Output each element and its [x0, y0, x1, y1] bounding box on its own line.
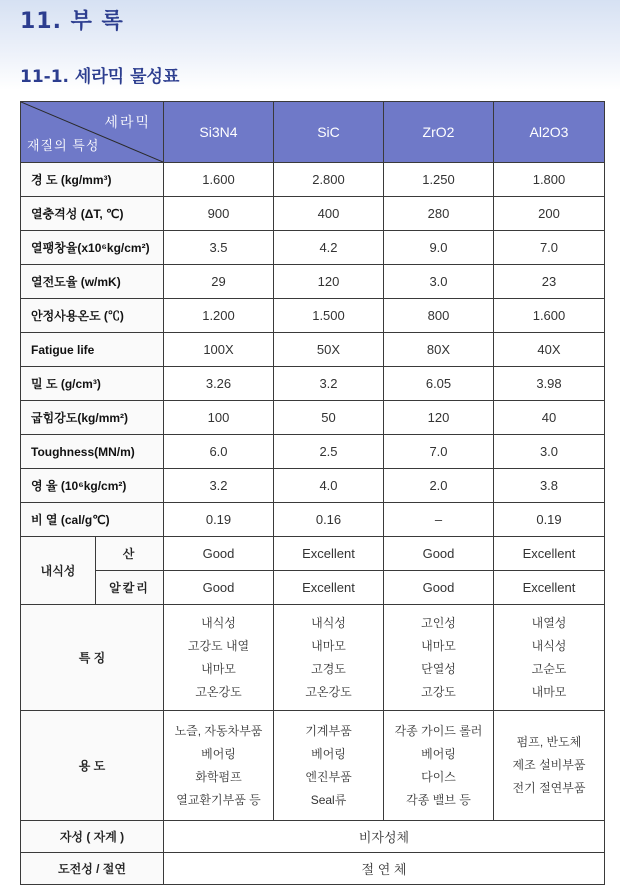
use-item: Seal류: [310, 792, 347, 807]
property-value: 3.0: [494, 435, 605, 469]
ceramic-properties-table-wrapper: [20, 101, 604, 885]
property-value: 100: [164, 401, 274, 435]
feature-item: 고온강도: [305, 684, 352, 699]
property-value: 7.0: [494, 231, 605, 265]
feature-item: 고강도 내열: [187, 638, 250, 653]
table-row: [21, 163, 605, 197]
property-label: 밀 도 (g/cm³): [21, 367, 164, 401]
property-value: 280: [384, 197, 494, 231]
feature-item: 내마모: [531, 684, 567, 699]
property-value: 800: [384, 299, 494, 333]
use-item: 화학펌프: [195, 769, 242, 784]
property-value: 1.800: [494, 163, 605, 197]
uses-cell: [494, 711, 605, 821]
corner-header-cell: [21, 102, 164, 163]
alkali-value: Excellent: [274, 571, 384, 605]
property-value: 3.98: [494, 367, 605, 401]
material-header: Al2O3: [494, 102, 605, 163]
property-value: 4.2: [274, 231, 384, 265]
material-header: ZrO2: [384, 102, 494, 163]
table-row: [21, 469, 605, 503]
property-value: 50: [274, 401, 384, 435]
table-row: [21, 197, 605, 231]
acid-value: Good: [384, 537, 494, 571]
feature-item: 고인성: [421, 615, 456, 630]
property-value: 7.0: [384, 435, 494, 469]
table-row: [21, 401, 605, 435]
table-row: [21, 333, 605, 367]
acid-label: 산: [96, 537, 164, 571]
features-cell: [494, 605, 605, 711]
feature-item: 내식성: [201, 615, 236, 630]
property-value: 120: [274, 265, 384, 299]
feature-item: 내식성: [531, 638, 567, 653]
property-value: 40: [494, 401, 605, 435]
feature-item: 내식성: [311, 615, 346, 630]
acid-value: Excellent: [494, 537, 605, 571]
feature-item: 내마모: [311, 638, 346, 653]
feature-item: 단열성: [421, 661, 456, 676]
feature-item: 고경도: [311, 661, 346, 676]
table-row: [21, 367, 605, 401]
uses-cell: [384, 711, 494, 821]
property-value: 2.0: [384, 469, 494, 503]
corrosion-alkali-row: [21, 571, 605, 605]
feature-item: 고강도: [421, 684, 456, 699]
property-value: 6.0: [164, 435, 274, 469]
property-label: 안정사용온도 (℃): [21, 299, 164, 333]
property-value: 3.0: [384, 265, 494, 299]
property-value: 900: [164, 197, 274, 231]
feature-item: 내마모: [421, 638, 456, 653]
property-value: 1.200: [164, 299, 274, 333]
material-header: SiC: [274, 102, 384, 163]
use-item: 각종 밸브 등: [406, 792, 471, 807]
use-item: 열교환기부품 등: [176, 792, 261, 807]
feature-item: 내열성: [531, 615, 567, 630]
feature-item: 고순도: [531, 661, 567, 676]
use-item: 펌프, 반도체: [516, 735, 582, 749]
uses-label: 용 도: [21, 711, 164, 821]
use-item: 기계부품: [305, 723, 352, 738]
property-value: 3.8: [494, 469, 605, 503]
use-item: 노즐, 자동차부품: [174, 723, 263, 738]
table-header-row: [21, 102, 605, 163]
use-item: 엔진부품: [305, 769, 352, 784]
property-label: Toughness(MN/m): [21, 435, 164, 469]
magnetic-row: [21, 821, 605, 853]
property-value: 2.800: [274, 163, 384, 197]
acid-value: Excellent: [274, 537, 384, 571]
property-value: 6.05: [384, 367, 494, 401]
magnetic-label: 자성 ( 자계 ): [21, 821, 164, 853]
property-value: 1.250: [384, 163, 494, 197]
use-item: 전기 절연부품: [512, 781, 586, 795]
use-item: 각종 가이드 롤러: [394, 723, 483, 738]
property-value: 3.2: [274, 367, 384, 401]
property-label: 영 율 (10⁶kg/cm²): [21, 469, 164, 503]
property-value: 80X: [384, 333, 494, 367]
property-value: 0.16: [274, 503, 384, 537]
features-label: 특 징: [21, 605, 164, 711]
property-value: 29: [164, 265, 274, 299]
ceramic-properties-table: [20, 101, 605, 885]
property-value: 3.2: [164, 469, 274, 503]
property-value: 9.0: [384, 231, 494, 265]
property-label: 비 열 (cal/g℃): [21, 503, 164, 537]
table-row: [21, 503, 605, 537]
features-cell: [384, 605, 494, 711]
uses-row: [21, 711, 605, 821]
property-value: 4.0: [274, 469, 384, 503]
property-value: 100X: [164, 333, 274, 367]
property-value: 200: [494, 197, 605, 231]
uses-cell: [274, 711, 384, 821]
property-label: 굽힘강도(kg/mm²): [21, 401, 164, 435]
magnetic-value: 비자성체: [164, 821, 605, 853]
corner-bottom-label: 재질의 특성: [27, 138, 100, 153]
use-item: 다이스: [421, 769, 456, 784]
property-label: Fatigue life: [21, 333, 164, 367]
feature-item: 내마모: [201, 661, 236, 676]
acid-value: Good: [164, 537, 274, 571]
property-value: 2.5: [274, 435, 384, 469]
corner-top-label: 세라믹: [104, 114, 151, 130]
table-row: [21, 231, 605, 265]
property-label: 경 도 (kg/mm³): [21, 163, 164, 197]
property-value: 1.500: [274, 299, 384, 333]
property-value: 400: [274, 197, 384, 231]
property-label: 열팽창율(x10⁶kg/cm²): [21, 231, 164, 265]
property-value: 1.600: [164, 163, 274, 197]
property-value: 50X: [274, 333, 384, 367]
alkali-label: 알칼리: [96, 571, 164, 605]
features-cell: [164, 605, 274, 711]
table-row: [21, 265, 605, 299]
table-row: [21, 435, 605, 469]
property-value: 40X: [494, 333, 605, 367]
property-value: 0.19: [164, 503, 274, 537]
corrosion-label: 내식성: [21, 537, 96, 605]
use-item: 베어링: [311, 746, 346, 761]
table-row: [21, 299, 605, 333]
conductivity-row: [21, 853, 605, 885]
property-label: 열전도율 (w/mK): [21, 265, 164, 299]
use-item: 베어링: [421, 746, 456, 761]
conductivity-value: 절 연 체: [164, 853, 605, 885]
alkali-value: Good: [384, 571, 494, 605]
feature-item: 고온강도: [195, 684, 242, 699]
page-title: 11. 부 록: [20, 9, 124, 34]
uses-cell: [164, 711, 274, 821]
corrosion-acid-row: [21, 537, 605, 571]
property-value: 23: [494, 265, 605, 299]
conductivity-label: 도전성 / 절연: [21, 853, 164, 885]
property-value: 3.5: [164, 231, 274, 265]
section-title: 11-1. 세라믹 물성표: [20, 67, 180, 87]
property-value: –: [384, 503, 494, 537]
features-cell: [274, 605, 384, 711]
use-item: 제조 설비부품: [512, 758, 586, 772]
property-value: 120: [384, 401, 494, 435]
material-header: Si3N4: [164, 102, 274, 163]
use-item: 베어링: [201, 746, 236, 761]
alkali-value: Good: [164, 571, 274, 605]
property-value: 1.600: [494, 299, 605, 333]
features-row: [21, 605, 605, 711]
property-label: 열충격성 (ΔT, ℃): [21, 197, 164, 231]
property-value: 0.19: [494, 503, 605, 537]
alkali-value: Excellent: [494, 571, 605, 605]
property-value: 3.26: [164, 367, 274, 401]
